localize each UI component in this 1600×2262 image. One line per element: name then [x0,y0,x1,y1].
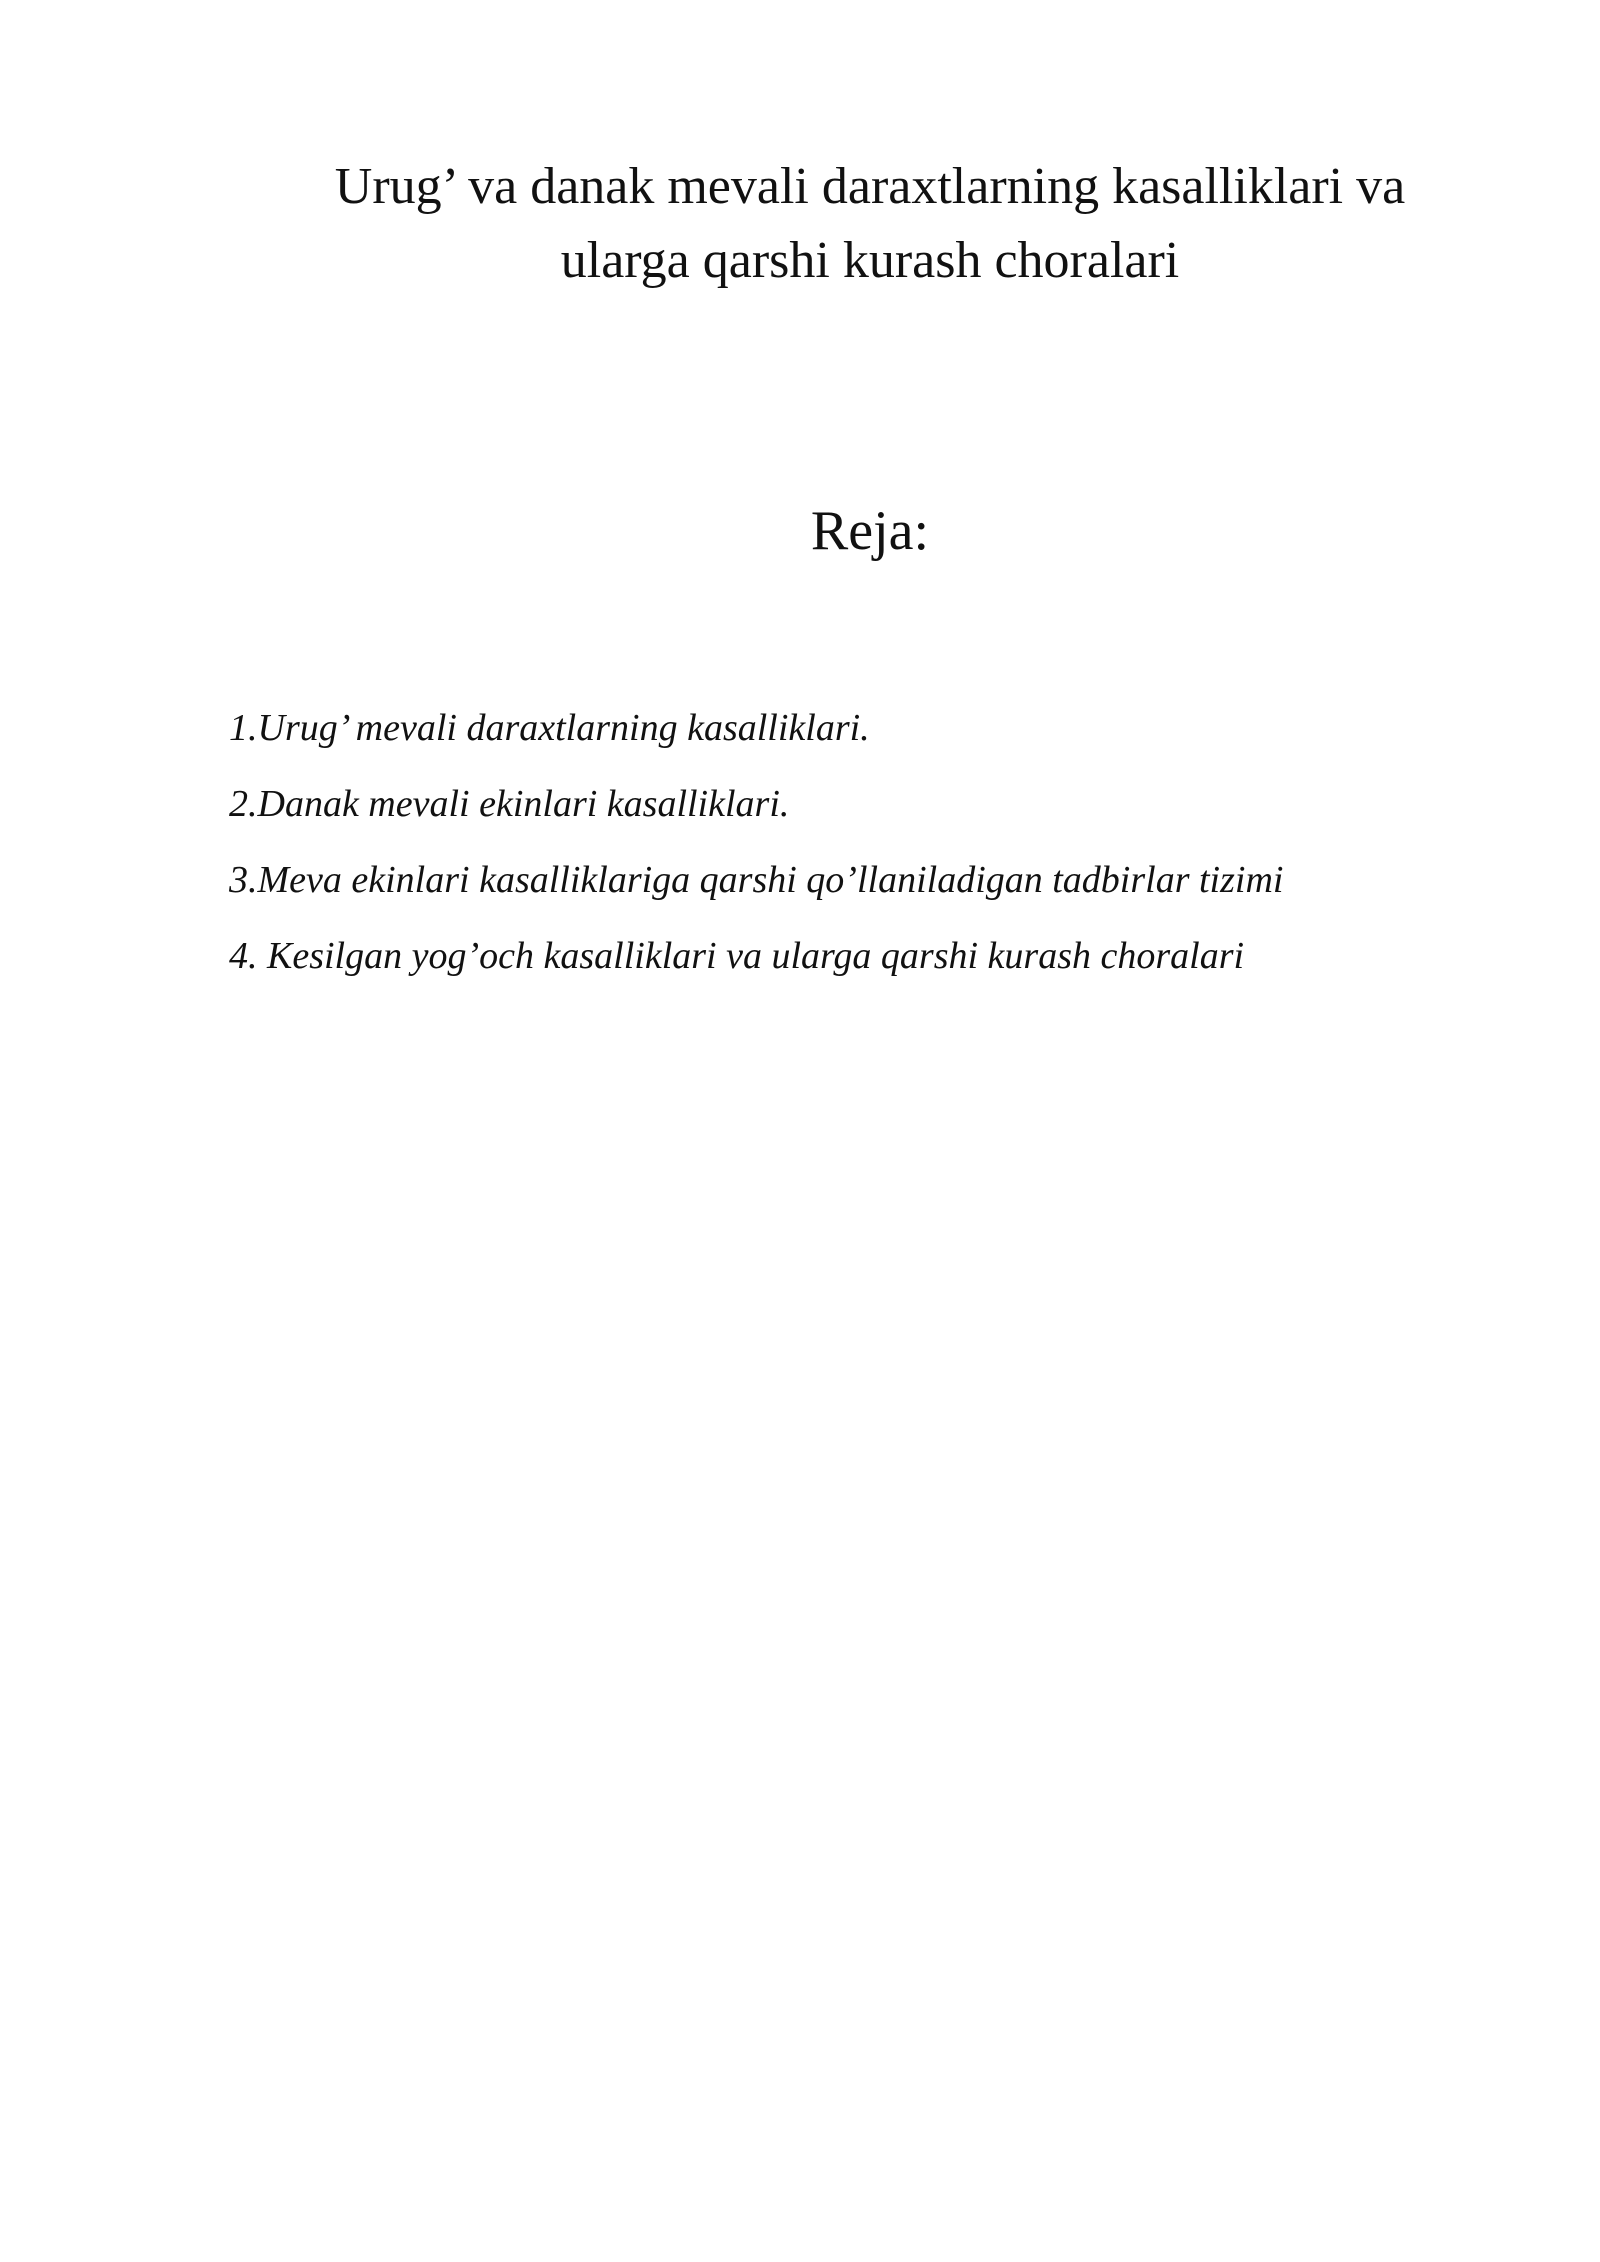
title-line-1: Urug’ va danak mevali daraxtlarning kasalliklari va [334,158,1406,215]
plan-item-3: 3.Meva ekinlari kasalliklariga qarshi qo’llaniladigan tadbirlar tizimi [229,859,1284,901]
document-title [200,150,1540,298]
title-line-2: ularga qarshi kurash choralari [560,232,1180,289]
plan-item-2: 2.Danak mevali ekinlari kasalliklari. [229,783,790,825]
plan-item-4: 4. Kesilgan yog’och kasalliklari va ularga qarshi kurash choralari [229,935,1245,977]
plan-list [229,690,1529,994]
plan-item-1: 1.Urug’ mevali daraxtlarning kasalliklari. [229,707,870,749]
plan-heading: Reja: [810,500,930,562]
